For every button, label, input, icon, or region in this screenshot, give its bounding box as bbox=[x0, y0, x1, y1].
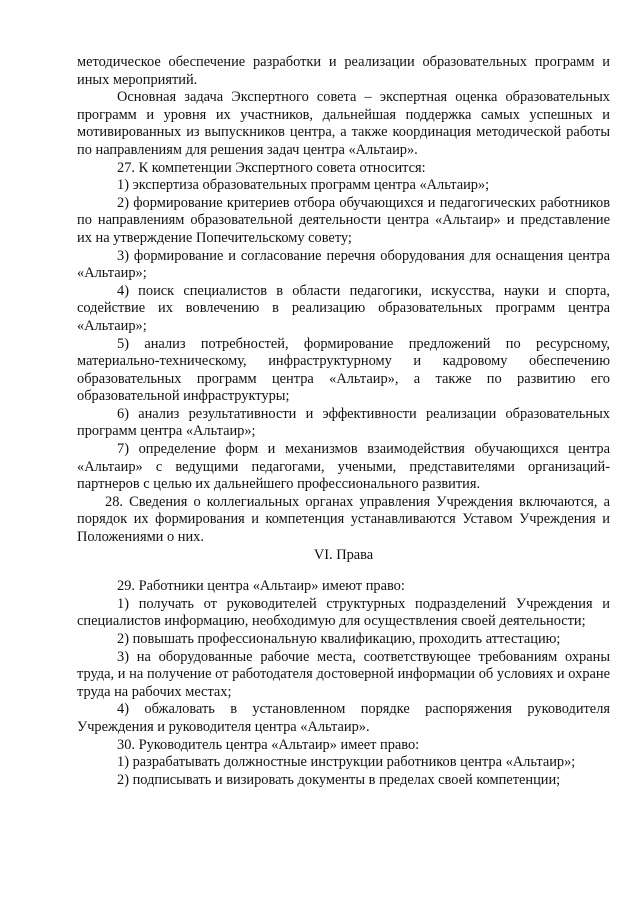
list-item-27-7: 7) определение форм и механизмов взаимодействия обучающихся центра «Альтаир» с ведущими педагогами, учеными, представителями организаций-партнеров с целью их дальнейшего профессионального развития. bbox=[77, 441, 610, 493]
list-item-29-3: 3) на оборудованные рабочие места, соответствующее требованиям охраны труда, и на получение от работодателя достоверной информации об условиях и охране труда на рабочих местах; bbox=[77, 648, 610, 700]
paragraph-continuation: методическое обеспечение разработки и реализации образовательных программ и иных мероприятий. bbox=[77, 54, 610, 88]
list-item-27-5: 5) анализ потребностей, формирование предложений по ресурсному, материально-техническому, инфраструктурному и кадровому обеспечению образовательных программ центра «Альтаир», а также по развитию его образовательной инфраструктуры; bbox=[77, 335, 610, 405]
section-heading: VI. Права bbox=[313, 546, 374, 563]
list-item-29-2: 2) повышать профессиональную квалификацию, проходить аттестацию; bbox=[117, 631, 561, 647]
paragraph-item-29: 29. Работники центра «Альтаир» имеют право: bbox=[117, 578, 405, 595]
list-item-27-1: 1) экспертиза образовательных программ центра «Альтаир»; bbox=[117, 177, 490, 194]
paragraph-expert-council-task: Основная задача Экспертного совета – экспертная оценка образовательных программ и уровня их участников, дальнейшая поддержка самых успешных и мотивированных из выпускников центра, а также координация методической работы по направлениям для решения задач центра «Альтаир». bbox=[77, 89, 610, 158]
list-item-29-1: 1) получать от руководителей структурных подразделений Учреждения и специалистов информацию, необходимую для осуществления своей деятельности; bbox=[77, 595, 610, 630]
list-item-30-1: 1) разрабатывать должностные инструкции работников центра «Альтаир»; bbox=[117, 754, 576, 771]
list-item-30-2: 2) подписывать и визировать документы в пределах своей компетенции; bbox=[117, 771, 561, 788]
paragraph-item-30: 30. Руководитель центра «Альтаир» имеет право: bbox=[117, 736, 420, 753]
list-item-27-4: 4) поиск специалистов в области педагогики, искусства, науки и спорта, содействие их вовлечению в реализацию образовательных программ центра «Альтаир»; bbox=[77, 282, 610, 334]
list-item-29-4: 4) обжаловать в установленном порядке распоряжения руководителя Учреждения и руководителя центра «Альтаир». bbox=[77, 701, 610, 735]
list-item-27-3: 3) формирование и согласование перечня оборудования для оснащения центра «Альтаир»; bbox=[77, 247, 610, 282]
list-item-27-2: 2) формирование критериев отбора обучающихся и педагогических работников по направлениям образовательной деятельности центра «Альтаир» и представление их на утверждение Попечительскому совету; bbox=[77, 194, 610, 246]
paragraph-item-28: 28. Сведения о коллегиальных органах управления Учреждения включаются, а порядок их формирования и компетенция устанавливаются Уставом Учреждения и Положениями о них. bbox=[77, 493, 610, 546]
list-item-27-6: 6) анализ результативности и эффективности реализации образовательных программ центра «Альтаир»; bbox=[77, 405, 610, 440]
paragraph-item-27: 27. К компетенции Экспертного совета относится: bbox=[117, 159, 426, 176]
